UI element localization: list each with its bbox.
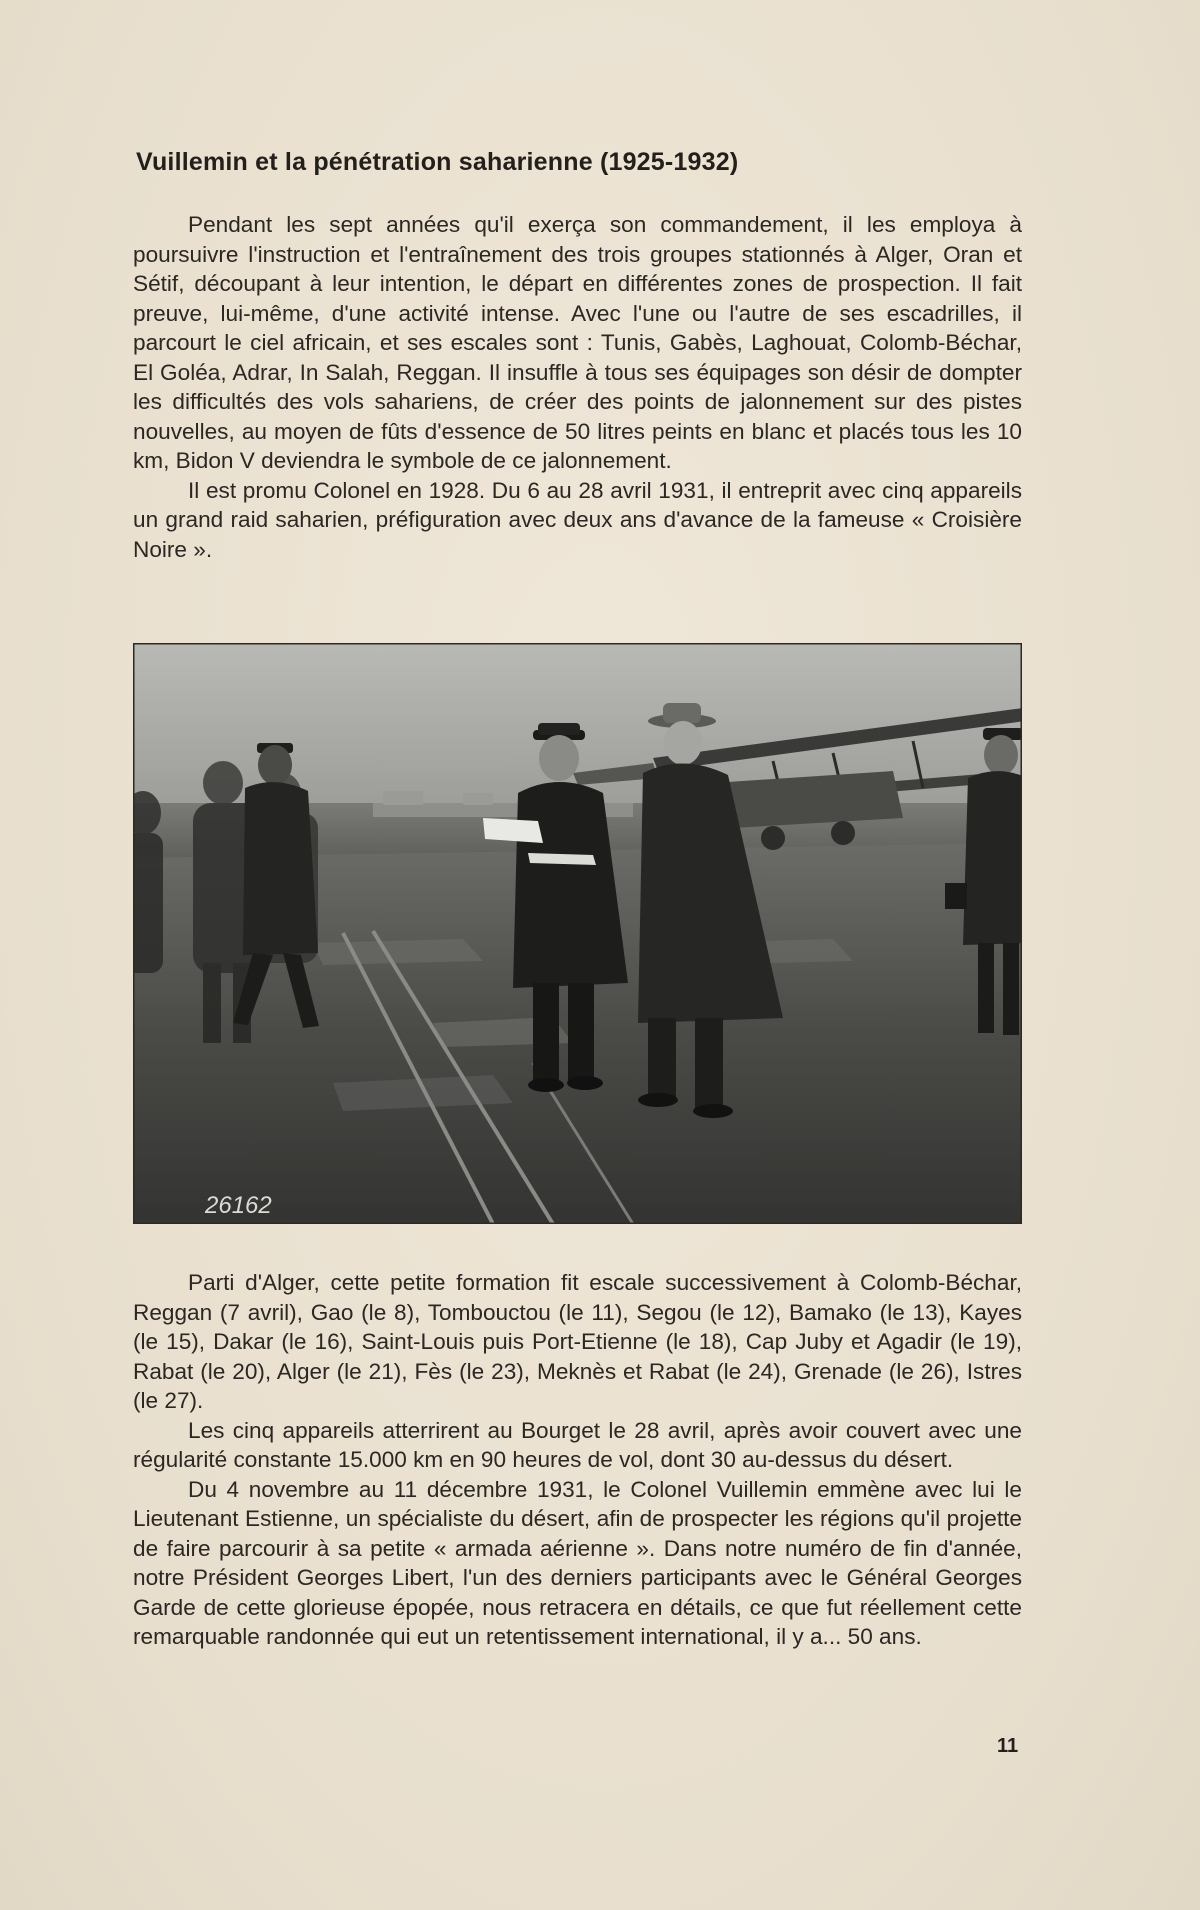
paragraph: Pendant les sept années qu'il exerça son commandement, il les employa à poursuivre l'instruction et l'entraînement des trois groupes stationnés à Alger, Oran et Sétif, découpant à leur intention, le départ en différentes zones de prospection. Il fait preuve, lui-même, d'une activité intense. Avec l'une ou l'autre de ses escadrilles, il parcourt le ciel africain, et ses escales sont : Tunis, Gabès, Laghouat, Colomb-Béchar, El Goléa, Adrar, In Salah, Reggan. Il insuffle à tous ses équipages son désir de dompter les difficultés des vols sahariens, de créer des points de jalonnement sur des pistes nouvelles, au moyen de fûts d'essence de 50 litres peints en blanc et placés tous les 10 km, Bidon V deviendra le symbole de ce jalonnement. [133, 212, 1022, 473]
text-block-bottom [133, 1268, 1022, 1652]
paragraph: Du 4 novembre au 11 décembre 1931, le Colonel Vuillemin emmène avec lui le Lieutenant Estienne, un spécialiste du désert, afin de prospecter les régions qu'il projette de faire parcourir à sa petite « armada aérienne ». Dans notre numéro de fin d'année, notre Président Georges Libert, l'un des derniers participants avec le Général Georges Garde de cette glorieuse épopée, nous retracera en détails, ce que fut réellement cette remarquable randonnée qui eut un retentissement international, il y a... 50 ans. [133, 1476, 1022, 1649]
historical-photo [133, 643, 1022, 1224]
paragraph: Il est promu Colonel en 1928. Du 6 au 28 avril 1931, il entreprit avec cinq appareils un grand raid saharien, préfiguration avec deux ans d'avance de la fameuse « Croisière Noire ». [133, 477, 1022, 562]
paragraph: Parti d'Alger, cette petite formation fit escale successivement à Colomb-Béchar, Reggan (7 avril), Gao (le 8), Tombouctou (le 11), Segou (le 12), Bamako (le 13), Kayes (le 15), Dakar (le 16), Saint-Louis puis Port-Etienne (le 18), Cap Juby et Agadir (le 19), Rabat (le 20), Alger (le 21), Fès (le 23), Meknès et Rabat (le 24), Grenade (le 26), Istres (le 27). [133, 1270, 1022, 1413]
page-number: 11 [997, 1735, 1019, 1757]
negative-number: 26162 [205, 1192, 272, 1219]
text-block-top [133, 210, 1022, 564]
paragraph: Les cinq appareils atterrirent au Bourget le 28 avril, après avoir couvert avec une régularité constante 15.000 km en 90 heures de vol, dont 30 au-dessus du désert. [133, 1417, 1022, 1472]
section-heading: Vuillemin et la pénétration saharienne (1925-1932) [136, 148, 739, 176]
